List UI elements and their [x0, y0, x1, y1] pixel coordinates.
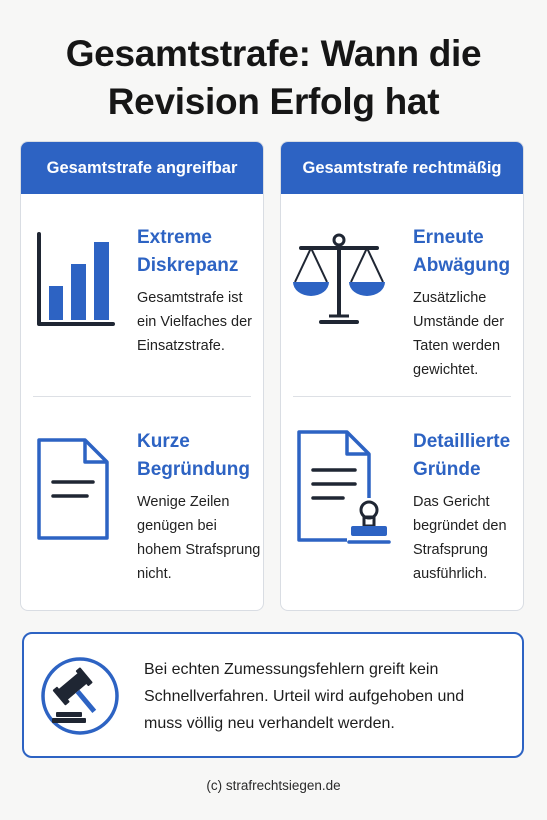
page-title — [0, 30, 547, 126]
section-extreme-diskrepanz — [21, 194, 264, 396]
gavel-icon — [40, 656, 120, 736]
section-title: Detaillierte Gründe — [413, 431, 511, 480]
card-rechtmaessig — [280, 141, 524, 611]
divider — [33, 396, 251, 397]
divider — [293, 396, 511, 397]
card-header-angreifbar: Gesamtstrafe angreifbar — [21, 142, 263, 194]
conclusion-box — [22, 632, 524, 758]
section-title: Extreme Diskrepanz — [137, 227, 239, 276]
stamped-document-icon — [293, 428, 397, 558]
title-line-1: Gesamtstrafe: Wann die — [65, 33, 482, 74]
section-body: Zusätzliche Umstände der Taten werden gewichtet. — [413, 290, 505, 378]
section-erneute-abwaegung — [281, 194, 524, 396]
section-body: Das Gericht begründet den Strafsprung ausführlich. — [413, 494, 507, 582]
section-title: Erneute Abwägung — [413, 227, 511, 276]
card-angreifbar — [20, 141, 264, 611]
conclusion-text: Bei echten Zumessungsfehlern greift kein Schnellverfahren. Urteil wird aufgehoben und muss völlig neu verhandelt werden. — [144, 661, 465, 732]
section-body: Gesamtstrafe ist ein Vielfaches der Einsatzstrafe. — [137, 290, 253, 354]
section-body: Wenige Zeilen genügen bei hohem Strafsprung nicht. — [137, 494, 261, 582]
footer-copyright: (c) strafrechtsiegen.de — [206, 778, 341, 793]
section-title: Kurze Begründung — [137, 431, 250, 480]
section-kurze-begruendung — [21, 398, 264, 610]
card-header-rechtmaessig: Gesamtstrafe rechtmäßig — [281, 142, 523, 194]
scales-icon — [291, 230, 387, 330]
document-icon — [27, 434, 117, 546]
title-line-2: Revision Erfolg hat — [107, 81, 440, 122]
bar-chart-icon — [35, 230, 115, 330]
section-detaillierte-gruende — [281, 398, 524, 610]
